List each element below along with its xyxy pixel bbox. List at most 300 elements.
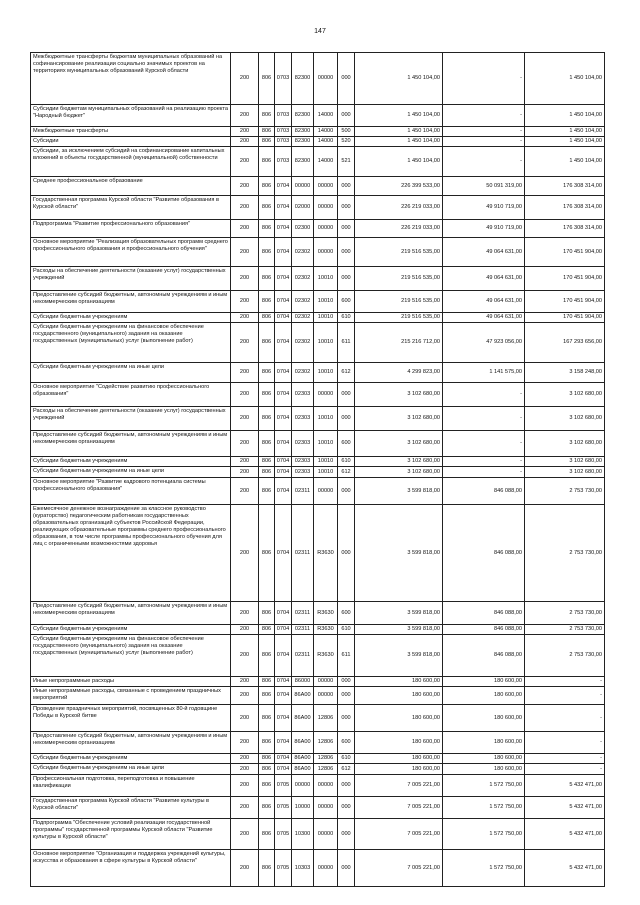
row-ministry: 806	[259, 705, 275, 732]
row-ministry: 806	[259, 220, 275, 238]
row-code: 200	[231, 764, 259, 775]
table-row	[31, 775, 605, 797]
row-target-subarticle: 14000	[314, 127, 338, 137]
row-section: 0704	[275, 764, 292, 775]
row-amount-total: 7 005 221,00	[355, 819, 443, 850]
row-expense-type: 000	[338, 797, 355, 819]
row-amount-federal: 846 088,00	[443, 602, 525, 625]
row-description: Предоставление субсидий бюджетным, автономным учреждениям и иным некоммерческим организациям	[31, 732, 231, 754]
row-description: Субсидии, за исключением субсидий на софинансирование капитальных вложений в объекты государственной (муниципальной) собственности	[31, 147, 231, 177]
row-expense-type: 000	[338, 819, 355, 850]
row-description: Субсидии	[31, 137, 231, 147]
row-code: 200	[231, 267, 259, 291]
table-row	[31, 602, 605, 625]
row-description: Основное мероприятие "Развитие кадрового потенциала системы профессионального образования"	[31, 478, 231, 505]
row-code: 200	[231, 457, 259, 467]
row-amount-regional: -	[525, 732, 605, 754]
row-section: 0704	[275, 431, 292, 457]
row-amount-federal: -	[443, 383, 525, 407]
row-section: 0704	[275, 478, 292, 505]
row-description: Субсидии бюджетным учреждениям на финансовое обеспечение государственного (муниципального) задания на оказание государственных (муниципальных) услуг (выполнение работ)	[31, 635, 231, 677]
row-target-article: 02302	[292, 323, 314, 363]
row-target-subarticle: 00000	[314, 238, 338, 267]
row-target-article: 02303	[292, 467, 314, 478]
row-description: Предоставление субсидий бюджетным, автономным учреждениям и иным некоммерческим организациям	[31, 291, 231, 313]
row-ministry: 806	[259, 323, 275, 363]
table-row	[31, 819, 605, 850]
row-amount-regional: 3 158 248,00	[525, 363, 605, 383]
row-expense-type: 000	[338, 850, 355, 887]
row-description: Субсидии бюджетным учреждениям	[31, 625, 231, 635]
row-ministry: 806	[259, 431, 275, 457]
row-amount-total: 3 599 818,00	[355, 635, 443, 677]
row-ministry: 806	[259, 267, 275, 291]
row-expense-type: 000	[338, 383, 355, 407]
row-section: 0704	[275, 196, 292, 220]
row-ministry: 806	[259, 177, 275, 196]
row-target-article: 02302	[292, 291, 314, 313]
row-amount-federal: 49 910 719,00	[443, 220, 525, 238]
row-amount-regional: 170 451 904,00	[525, 267, 605, 291]
row-description: Проведение праздничных мероприятий, посвященных 80-й годовщине Победы в Курской битве	[31, 705, 231, 732]
row-amount-total: 4 299 823,00	[355, 363, 443, 383]
row-code: 200	[231, 383, 259, 407]
row-target-subarticle: 00000	[314, 819, 338, 850]
row-section: 0704	[275, 732, 292, 754]
row-amount-federal: -	[443, 431, 525, 457]
row-amount-regional: 2 753 730,00	[525, 635, 605, 677]
row-section: 0704	[275, 687, 292, 705]
row-target-article: 02311	[292, 602, 314, 625]
row-ministry: 806	[259, 687, 275, 705]
row-target-subarticle: 00000	[314, 383, 338, 407]
row-code: 200	[231, 625, 259, 635]
row-amount-total: 1 450 104,00	[355, 137, 443, 147]
row-expense-type: 000	[338, 220, 355, 238]
row-code: 200	[231, 238, 259, 267]
row-amount-federal: 846 088,00	[443, 478, 525, 505]
row-amount-regional: 1 450 104,00	[525, 147, 605, 177]
row-target-subarticle: 10010	[314, 457, 338, 467]
row-target-subarticle: 00000	[314, 775, 338, 797]
row-description: Государственная программа Курской области "Развитие образования в Курской области"	[31, 196, 231, 220]
row-target-article: 02303	[292, 383, 314, 407]
row-amount-total: 226 219 033,00	[355, 220, 443, 238]
row-amount-total: 215 216 712,00	[355, 323, 443, 363]
row-ministry: 806	[259, 383, 275, 407]
budget-table	[30, 52, 605, 887]
row-amount-federal: -	[443, 147, 525, 177]
row-target-subarticle: 00000	[314, 797, 338, 819]
row-target-article: 02302	[292, 363, 314, 383]
row-code: 200	[231, 196, 259, 220]
row-amount-total: 3 102 680,00	[355, 467, 443, 478]
row-code: 200	[231, 137, 259, 147]
row-target-subarticle: 10010	[314, 323, 338, 363]
table-row	[31, 797, 605, 819]
row-code: 200	[231, 478, 259, 505]
row-section: 0705	[275, 797, 292, 819]
row-code: 200	[231, 677, 259, 687]
row-amount-federal: 49 064 631,00	[443, 267, 525, 291]
row-target-subarticle: 12806	[314, 705, 338, 732]
row-amount-total: 1 450 104,00	[355, 147, 443, 177]
row-code: 200	[231, 635, 259, 677]
row-code: 200	[231, 687, 259, 705]
row-section: 0704	[275, 457, 292, 467]
row-description: Подпрограмма "Обеспечение условий реализации государственной программы" государственной программы Курской области "Развитие культуры в Курской области"	[31, 819, 231, 850]
table-row	[31, 323, 605, 363]
row-amount-federal: 180 600,00	[443, 687, 525, 705]
row-amount-federal: 1 572 750,00	[443, 819, 525, 850]
row-section: 0704	[275, 407, 292, 431]
row-expense-type: 000	[338, 105, 355, 127]
row-amount-regional: 1 450 104,00	[525, 53, 605, 105]
row-ministry: 806	[259, 137, 275, 147]
table-row	[31, 467, 605, 478]
row-ministry: 806	[259, 457, 275, 467]
row-amount-total: 1 450 104,00	[355, 53, 443, 105]
row-amount-federal: -	[443, 127, 525, 137]
table-row	[31, 850, 605, 887]
row-expense-type: 000	[338, 775, 355, 797]
row-amount-total: 7 005 221,00	[355, 775, 443, 797]
row-amount-total: 180 600,00	[355, 732, 443, 754]
row-amount-regional: -	[525, 764, 605, 775]
row-ministry: 806	[259, 819, 275, 850]
row-target-article: 86000	[292, 677, 314, 687]
table-row	[31, 635, 605, 677]
row-target-subarticle: 10010	[314, 407, 338, 431]
table-row	[31, 196, 605, 220]
row-amount-federal: 180 600,00	[443, 764, 525, 775]
row-ministry: 806	[259, 196, 275, 220]
row-amount-federal: -	[443, 457, 525, 467]
row-ministry: 806	[259, 407, 275, 431]
table-row	[31, 147, 605, 177]
row-amount-federal: 180 600,00	[443, 677, 525, 687]
row-target-subarticle: 10010	[314, 431, 338, 457]
row-ministry: 806	[259, 467, 275, 478]
row-amount-regional: 176 308 314,00	[525, 196, 605, 220]
row-code: 200	[231, 602, 259, 625]
row-amount-regional: -	[525, 687, 605, 705]
row-target-article: 02302	[292, 267, 314, 291]
row-amount-regional: 170 451 904,00	[525, 291, 605, 313]
row-ministry: 806	[259, 313, 275, 323]
row-target-article: 86А00	[292, 732, 314, 754]
row-amount-total: 3 599 818,00	[355, 602, 443, 625]
row-ministry: 806	[259, 754, 275, 764]
row-amount-federal: 180 600,00	[443, 705, 525, 732]
row-target-subarticle: 00000	[314, 177, 338, 196]
row-section: 0703	[275, 53, 292, 105]
row-description: Предоставление субсидий бюджетным, автономным учреждениям и иным некоммерческим организациям	[31, 602, 231, 625]
row-expense-type: 520	[338, 137, 355, 147]
row-code: 200	[231, 754, 259, 764]
table-row	[31, 457, 605, 467]
row-amount-total: 7 005 221,00	[355, 850, 443, 887]
row-target-article: 02000	[292, 196, 314, 220]
row-target-article: 82300	[292, 147, 314, 177]
row-expense-type: 000	[338, 53, 355, 105]
row-target-article: 02303	[292, 457, 314, 467]
row-ministry: 806	[259, 677, 275, 687]
row-target-article: 10300	[292, 819, 314, 850]
row-ministry: 806	[259, 53, 275, 105]
row-description: Расходы на обеспечение деятельности (оказание услуг) государственных учреждений	[31, 407, 231, 431]
row-amount-total: 3 102 680,00	[355, 457, 443, 467]
row-target-article: 82300	[292, 127, 314, 137]
row-target-article: 02303	[292, 431, 314, 457]
row-target-article: 02311	[292, 635, 314, 677]
row-amount-regional: 1 450 104,00	[525, 137, 605, 147]
row-section: 0704	[275, 291, 292, 313]
row-amount-federal: 846 088,00	[443, 625, 525, 635]
row-description: Межбюджетные трансферты	[31, 127, 231, 137]
row-section: 0704	[275, 383, 292, 407]
row-description: Субсидии бюджетным учреждениям	[31, 313, 231, 323]
row-target-subarticle: R3630	[314, 625, 338, 635]
row-amount-total: 1 450 104,00	[355, 105, 443, 127]
row-ministry: 806	[259, 732, 275, 754]
row-description: Субсидии бюджетным учреждениям	[31, 754, 231, 764]
row-section: 0704	[275, 602, 292, 625]
table-row	[31, 764, 605, 775]
row-target-subarticle: R3630	[314, 602, 338, 625]
table-row	[31, 363, 605, 383]
row-amount-total: 180 600,00	[355, 677, 443, 687]
table-row	[31, 238, 605, 267]
row-amount-regional: 167 293 656,00	[525, 323, 605, 363]
table-row	[31, 677, 605, 687]
row-target-subarticle: 10010	[314, 363, 338, 383]
row-amount-regional: 3 102 680,00	[525, 407, 605, 431]
row-code: 200	[231, 323, 259, 363]
row-description: Расходы на обеспечение деятельности (оказание услуг) государственных учреждений	[31, 267, 231, 291]
row-section: 0704	[275, 238, 292, 267]
row-description: Основное мероприятие "Реализация образовательных программ среднего профессионального образования и профессионального обучения"	[31, 238, 231, 267]
row-expense-type: 000	[338, 705, 355, 732]
row-code: 200	[231, 53, 259, 105]
row-amount-total: 3 102 680,00	[355, 383, 443, 407]
row-amount-total: 219 516 535,00	[355, 238, 443, 267]
row-section: 0704	[275, 677, 292, 687]
row-amount-total: 1 450 104,00	[355, 127, 443, 137]
row-target-subarticle: 00000	[314, 687, 338, 705]
row-code: 200	[231, 819, 259, 850]
row-amount-federal: -	[443, 467, 525, 478]
row-section: 0704	[275, 635, 292, 677]
row-target-article: 02302	[292, 238, 314, 267]
row-amount-federal: 1 572 750,00	[443, 797, 525, 819]
row-amount-total: 3 102 680,00	[355, 431, 443, 457]
row-amount-federal: 180 600,00	[443, 732, 525, 754]
row-code: 200	[231, 177, 259, 196]
row-code: 200	[231, 363, 259, 383]
row-amount-federal: 47 923 056,00	[443, 323, 525, 363]
row-expense-type: 000	[338, 478, 355, 505]
row-target-article: 00000	[292, 775, 314, 797]
row-expense-type: 612	[338, 467, 355, 478]
row-code: 200	[231, 467, 259, 478]
row-amount-regional: 170 451 904,00	[525, 313, 605, 323]
row-expense-type: 500	[338, 127, 355, 137]
row-section: 0703	[275, 147, 292, 177]
row-code: 200	[231, 407, 259, 431]
row-ministry: 806	[259, 850, 275, 887]
row-ministry: 806	[259, 478, 275, 505]
table-row	[31, 505, 605, 602]
row-ministry: 806	[259, 147, 275, 177]
row-amount-regional: 5 432 471,00	[525, 819, 605, 850]
row-amount-total: 219 516 535,00	[355, 313, 443, 323]
row-ministry: 806	[259, 363, 275, 383]
row-amount-federal: 49 064 631,00	[443, 238, 525, 267]
row-target-subarticle: 00000	[314, 677, 338, 687]
row-description: Субсидии бюджетным учреждениям на финансовое обеспечение государственного (муниципального) задания на оказание государственных (муниципальных) услуг (выполнение работ)	[31, 323, 231, 363]
row-section: 0704	[275, 177, 292, 196]
row-code: 200	[231, 147, 259, 177]
row-section: 0704	[275, 267, 292, 291]
row-ministry: 806	[259, 238, 275, 267]
row-code: 200	[231, 505, 259, 602]
row-target-subarticle: 12806	[314, 764, 338, 775]
row-target-subarticle: 10010	[314, 291, 338, 313]
row-target-subarticle: 00000	[314, 478, 338, 505]
row-target-article: 86А00	[292, 705, 314, 732]
row-section: 0703	[275, 105, 292, 127]
row-section: 0704	[275, 467, 292, 478]
row-ministry: 806	[259, 602, 275, 625]
row-amount-federal: 50 091 319,00	[443, 177, 525, 196]
row-amount-federal: 846 088,00	[443, 505, 525, 602]
row-section: 0704	[275, 363, 292, 383]
row-target-article: 10303	[292, 850, 314, 887]
row-section: 0704	[275, 313, 292, 323]
table-row	[31, 220, 605, 238]
row-target-article: 02300	[292, 220, 314, 238]
row-description: Межбюджетные трансферты бюджетам муниципальных образований на софинансирование реализации социально значимых проектов на территориях муниципальных образований Курской области	[31, 53, 231, 105]
row-amount-regional: -	[525, 754, 605, 764]
row-target-subarticle: R3630	[314, 635, 338, 677]
row-code: 200	[231, 705, 259, 732]
row-section: 0705	[275, 850, 292, 887]
row-description: Ежемесячное денежное вознаграждение за классное руководство (кураторство) педагогическим работникам государственных образовательных организаций субъектов Российской Федерации, реализующих образовательные программы среднего профессионального образования, в том числе программы профессионального обучения для лиц с ограниченными возможностями здоровья	[31, 505, 231, 602]
row-code: 200	[231, 850, 259, 887]
row-expense-type: 600	[338, 732, 355, 754]
row-expense-type: 000	[338, 407, 355, 431]
row-target-article: 02303	[292, 407, 314, 431]
row-amount-federal: 49 910 719,00	[443, 196, 525, 220]
row-amount-regional: 5 432 471,00	[525, 797, 605, 819]
row-target-article: 86А00	[292, 764, 314, 775]
row-description: Основное мероприятие "Организация и поддержка учреждений культуры, искусства и образования в сфере культуры в Курской области"	[31, 850, 231, 887]
row-description: Субсидии бюджетным учреждениям на иные цели	[31, 467, 231, 478]
row-amount-regional: 3 102 680,00	[525, 457, 605, 467]
row-description: Основное мероприятие "Содействие развитию профессионального образования"	[31, 383, 231, 407]
row-section: 0703	[275, 127, 292, 137]
row-expense-type: 000	[338, 687, 355, 705]
row-expense-type: 600	[338, 291, 355, 313]
row-amount-regional: -	[525, 677, 605, 687]
row-amount-total: 3 599 818,00	[355, 478, 443, 505]
row-expense-type: 000	[338, 177, 355, 196]
row-ministry: 806	[259, 625, 275, 635]
row-ministry: 806	[259, 291, 275, 313]
row-amount-regional: 1 450 104,00	[525, 105, 605, 127]
row-code: 200	[231, 105, 259, 127]
row-amount-federal: 49 064 631,00	[443, 313, 525, 323]
row-amount-total: 180 600,00	[355, 705, 443, 732]
row-target-article: 82300	[292, 105, 314, 127]
row-description: Субсидии бюджетным учреждениям на иные цели	[31, 764, 231, 775]
row-description: Среднее профессиональное образование	[31, 177, 231, 196]
row-amount-regional: 3 102 680,00	[525, 467, 605, 478]
row-amount-federal: 1 141 575,00	[443, 363, 525, 383]
row-section: 0704	[275, 220, 292, 238]
table-row	[31, 291, 605, 313]
table-row	[31, 687, 605, 705]
row-code: 200	[231, 431, 259, 457]
table-row	[31, 705, 605, 732]
table-row	[31, 127, 605, 137]
row-description: Подпрограмма "Развитие профессионального образования"	[31, 220, 231, 238]
row-expense-type: 612	[338, 764, 355, 775]
row-target-subarticle: 14000	[314, 137, 338, 147]
row-amount-total: 3 102 680,00	[355, 407, 443, 431]
row-expense-type: 000	[338, 505, 355, 602]
row-section: 0704	[275, 625, 292, 635]
row-expense-type: 610	[338, 457, 355, 467]
row-amount-total: 226 399 533,00	[355, 177, 443, 196]
row-expense-type: 000	[338, 267, 355, 291]
row-ministry: 806	[259, 775, 275, 797]
row-description: Субсидии бюджетам муниципальных образований на реализацию проекта "Народный бюджет"	[31, 105, 231, 127]
row-amount-total: 219 516 535,00	[355, 267, 443, 291]
row-target-article: 86А00	[292, 687, 314, 705]
row-section: 0704	[275, 323, 292, 363]
row-code: 200	[231, 220, 259, 238]
table-row	[31, 137, 605, 147]
table-row	[31, 267, 605, 291]
row-code: 200	[231, 775, 259, 797]
row-target-subarticle: 10010	[314, 313, 338, 323]
table-row	[31, 383, 605, 407]
row-target-subarticle: R3630	[314, 505, 338, 602]
row-expense-type: 000	[338, 238, 355, 267]
row-amount-federal: -	[443, 137, 525, 147]
row-amount-federal: -	[443, 53, 525, 105]
page-number: 147	[314, 28, 326, 35]
row-ministry: 806	[259, 105, 275, 127]
row-target-subarticle: 12806	[314, 754, 338, 764]
table-row	[31, 625, 605, 635]
row-target-subarticle: 10010	[314, 267, 338, 291]
row-section: 0704	[275, 705, 292, 732]
row-ministry: 806	[259, 797, 275, 819]
row-target-article: 02311	[292, 625, 314, 635]
row-target-article: 02311	[292, 478, 314, 505]
row-ministry: 806	[259, 764, 275, 775]
row-expense-type: 612	[338, 363, 355, 383]
row-code: 200	[231, 291, 259, 313]
row-target-subarticle: 14000	[314, 147, 338, 177]
row-target-subarticle: 12806	[314, 732, 338, 754]
row-amount-regional: 3 102 680,00	[525, 431, 605, 457]
row-expense-type: 000	[338, 677, 355, 687]
row-amount-regional: 2 753 730,00	[525, 602, 605, 625]
